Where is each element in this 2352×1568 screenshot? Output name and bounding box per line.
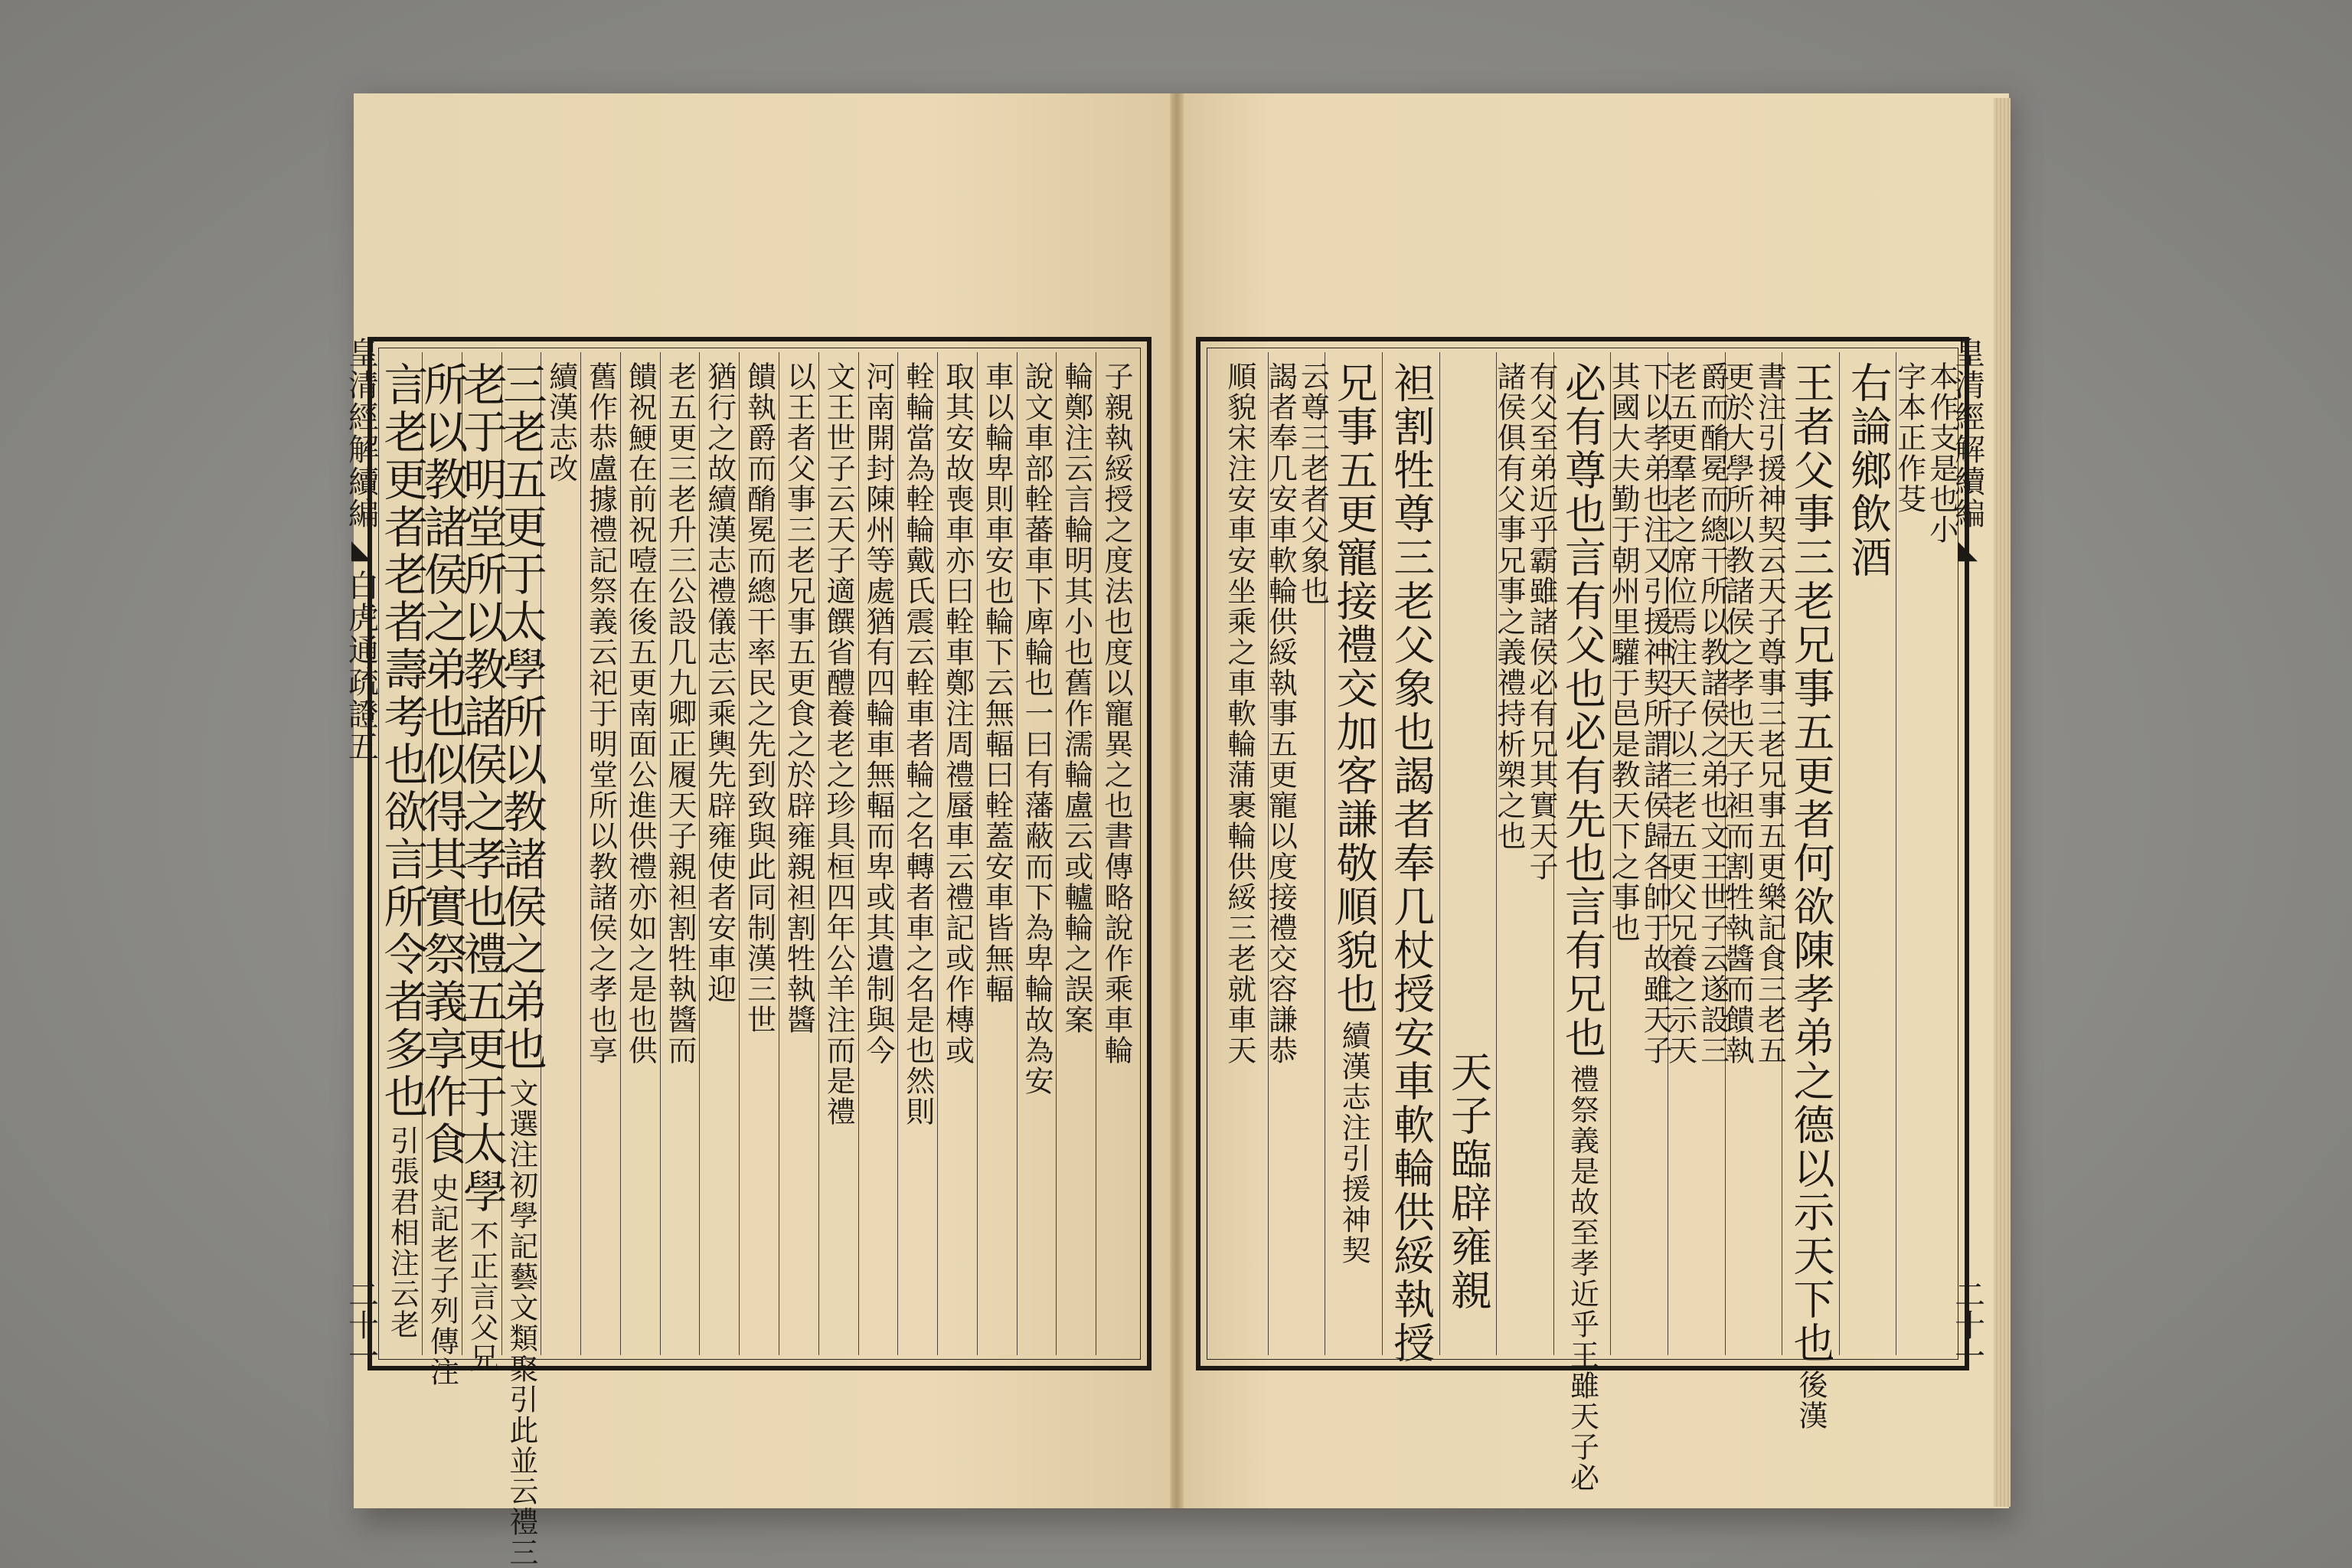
main-text: 王者父事三老兄事五更者何欲陳孝弟之德以示天下也: [1786, 361, 1835, 1365]
main-text: 輇輪當為輇輪戴氏震云輇車者輪之名轉者車之名是也然則: [900, 361, 935, 1127]
text-column: [1211, 352, 1269, 1355]
column-text: [623, 361, 658, 1355]
column-text: [1263, 361, 1330, 1355]
annotation-pair: [1606, 361, 1673, 1066]
column-text: [1606, 361, 1673, 1355]
column-text: [1330, 361, 1379, 1355]
main-text: 續漢志改: [544, 361, 578, 484]
column-text: [1222, 361, 1256, 1355]
column-text: [1099, 361, 1134, 1355]
fishtail-icon: ◣: [351, 534, 372, 565]
column-text: [822, 361, 856, 1355]
fishtail-icon: ◣: [1957, 534, 1978, 565]
text-column: [541, 352, 581, 1355]
right-text-frame: [1196, 337, 1969, 1493]
column-text: [861, 361, 895, 1355]
column-text: [1020, 361, 1054, 1355]
text-column: [661, 352, 701, 1355]
text-column: [978, 352, 1018, 1355]
annotation-text: 字本正作芟: [1892, 361, 1926, 514]
annotation-text: 本作支是也小: [1924, 361, 1958, 545]
column-text: [376, 361, 429, 1355]
left-banxin: [343, 337, 379, 1370]
main-text: 取其安故喪車亦曰輇車鄭注周禮蜃車云禮記或作槫或: [940, 361, 975, 1066]
text-column: [1383, 352, 1440, 1365]
annotation-pair: [1222, 361, 1256, 1066]
annotation-text: 更於大學所以教諸侯之孝也天子袒而割牲執醬而饋執: [1720, 361, 1755, 1066]
column-text: [1059, 361, 1093, 1355]
annotation-text: 云尊三老者父象也: [1295, 361, 1330, 606]
column-text: [1387, 361, 1436, 1365]
text-column: [1263, 352, 1330, 1355]
text-column: [1057, 352, 1096, 1355]
main-text: 兄事五更寵接禮交加客謙敬順貌也: [1330, 361, 1379, 1016]
text-column: [1782, 352, 1840, 1431]
column-text: [663, 361, 697, 1355]
annotation-pair: [1491, 361, 1558, 882]
annotation-text: 史記老子列傳注: [425, 1173, 459, 1387]
text-column: [456, 352, 508, 1374]
text-column: [819, 352, 859, 1355]
banxin-page-number: 二十一: [343, 1279, 379, 1370]
text-column: [1720, 352, 1787, 1355]
right-banxin: [1949, 337, 1985, 1370]
main-text: 老于明堂所以教諸侯之孝也禮五更于太學: [456, 361, 508, 1216]
text-column: [1325, 352, 1383, 1355]
annotation-text: 不正言父兄: [465, 1220, 499, 1374]
main-text: 右論鄉飲酒: [1844, 361, 1893, 580]
main-text: 言老更者老者壽考也欲言所令者多也: [376, 361, 429, 1121]
main-text: 舊作恭盧據禮記祭義云祀于明堂所以教諸侯之孝也享: [583, 361, 618, 1066]
main-text: 三老五更于太學所以教諸侯之弟也: [495, 361, 547, 1073]
annotation-text: 諸侯俱有父事兄事之義禮持析槊之也: [1491, 361, 1526, 851]
text-column: [938, 352, 978, 1355]
annotation-text: 書注引援神契云天子尊事三老兄事五更樂記食三老五: [1753, 361, 1787, 1066]
annotation-text: 謁者奉几安車軟輪供綏執事五更寵以度接禮交容謙恭: [1263, 361, 1298, 1066]
column-text: [980, 361, 1014, 1355]
main-text: 必有尊也言有父也必有先也言有兄也: [1558, 361, 1607, 1060]
text-column: [1840, 352, 1897, 1355]
column-text: [782, 361, 816, 1355]
banxin-section: 白虎通疏證五: [343, 570, 379, 763]
annotation-text: 其國大夫勤于朝州里驩于邑是教天下之事也: [1606, 361, 1641, 943]
column-text: [1558, 361, 1607, 1493]
text-column: [621, 352, 661, 1355]
main-text: 所以教諸侯之弟也似得其實祭義享作食: [416, 361, 469, 1168]
column-text: [1663, 361, 1730, 1355]
column-text: [900, 361, 935, 1355]
column-text: [1491, 361, 1558, 1355]
main-text: 河南開封陳州等處猶有四輪車無輻而卑或其遺制與今: [861, 361, 895, 1066]
main-text: 文王世子云天子適饌省醴養老之珍具桓四年公羊注而是禮: [822, 361, 856, 1127]
column-text: [702, 361, 737, 1355]
main-text: 老五更三老升三公設几九卿正履天子親袒割牲執醬而: [663, 361, 697, 1066]
column-text: [1844, 361, 1893, 1355]
main-text: 袒割牲尊三老父象也謁者奉几杖授安車軟輪供綏執授: [1387, 361, 1436, 1365]
main-text: 饋祝鯁在前祝噎在後五更南面公進供禮亦如之是也供: [623, 361, 658, 1066]
annotation-text: 文選注初學記藝文類聚引此並云禮三: [504, 1078, 538, 1568]
left-text-frame: [368, 337, 1152, 1568]
banxin-title: 皇清經解續編: [1949, 337, 1985, 530]
annotation-text: 爵而酳冕而總干所以教諸侯之弟也文王世子云遂設三: [1695, 361, 1730, 1066]
text-column: [898, 352, 938, 1355]
column-text: [583, 361, 618, 1355]
page-edges: [1994, 98, 2011, 1507]
text-column: [1440, 352, 1498, 1355]
text-column: [1663, 352, 1730, 1355]
text-column: [1096, 352, 1136, 1355]
annotation-pair: [1663, 361, 1730, 1066]
text-column: [1491, 352, 1558, 1355]
text-column: [376, 352, 429, 1355]
text-column: [1018, 352, 1057, 1355]
annotation-text: 後漢: [1793, 1370, 1828, 1431]
column-text: [1444, 361, 1493, 1355]
main-text: 說文車部輇蕃車下庳輪也一曰有藩蔽而下為卑輪故為安: [1020, 361, 1054, 1096]
main-text: 車以輪卑則車安也輪下云無輻曰輇蓋安車皆無輻: [980, 361, 1014, 1004]
annotation-text: 有父至弟近乎霸雖諸侯必有兄其實天子: [1524, 361, 1558, 882]
annotation-text: 續漢志注引援神契: [1337, 1021, 1371, 1266]
banxin-title: 皇清經解續編: [343, 337, 379, 530]
annotation-text: 老五更羣老之席位焉注天子以三老五更父兄養之示天: [1663, 361, 1697, 1066]
column-text: [544, 361, 578, 1355]
text-column: [495, 352, 547, 1568]
text-column: [779, 352, 819, 1355]
right-columns: [1211, 352, 1958, 1493]
main-text: 輪鄭注云言輪明其小也舊作濡輪盧云或轤輪之誤案: [1059, 361, 1093, 1035]
text-column: [1554, 352, 1612, 1493]
main-text-continued: 天子臨辟雍親: [1444, 1050, 1493, 1312]
text-column: [1606, 352, 1673, 1355]
column-text: [1720, 361, 1787, 1355]
column-text: [1786, 361, 1835, 1431]
text-column: [581, 352, 621, 1355]
text-column: [740, 352, 779, 1355]
annotation-text: 順貌宋注安車安坐乘之車軟輪蒲裹輪供綏三老就車天: [1222, 361, 1256, 1066]
annotation-text: 引張君相注云老: [385, 1125, 420, 1340]
main-text: 子親執綏授之度法也度以寵異之也書傳略說作乘車輪: [1099, 361, 1134, 1066]
book-gutter: [1170, 93, 1184, 1508]
text-column: [700, 352, 740, 1355]
text-column: [416, 352, 469, 1387]
banxin-page-number: 二十一: [1949, 1279, 1985, 1370]
main-text: 猶行之故續漢志禮儀志云乘輿先辟雍使者安車迎: [702, 361, 737, 1004]
main-text: 以王者父事三老兄事五更食之於辟雍親袒割牲執醬: [782, 361, 816, 1035]
annotation-pair: [1720, 361, 1787, 1066]
annotation-pair: [1263, 361, 1330, 1066]
column-text: [940, 361, 975, 1355]
column-text: [742, 361, 776, 1355]
annotation-text: 下以孝弟也注又引援神契所謂諸侯歸各帥于故雖天子: [1638, 361, 1673, 1066]
text-column: [859, 352, 899, 1355]
annotation-text: 禮祭義是故至孝近乎王雖天子必: [1565, 1064, 1599, 1493]
main-text: 饋執爵而酳冕而總干率民之先到致與此同制漢三世: [742, 361, 776, 1035]
left-columns: [376, 352, 1136, 1568]
